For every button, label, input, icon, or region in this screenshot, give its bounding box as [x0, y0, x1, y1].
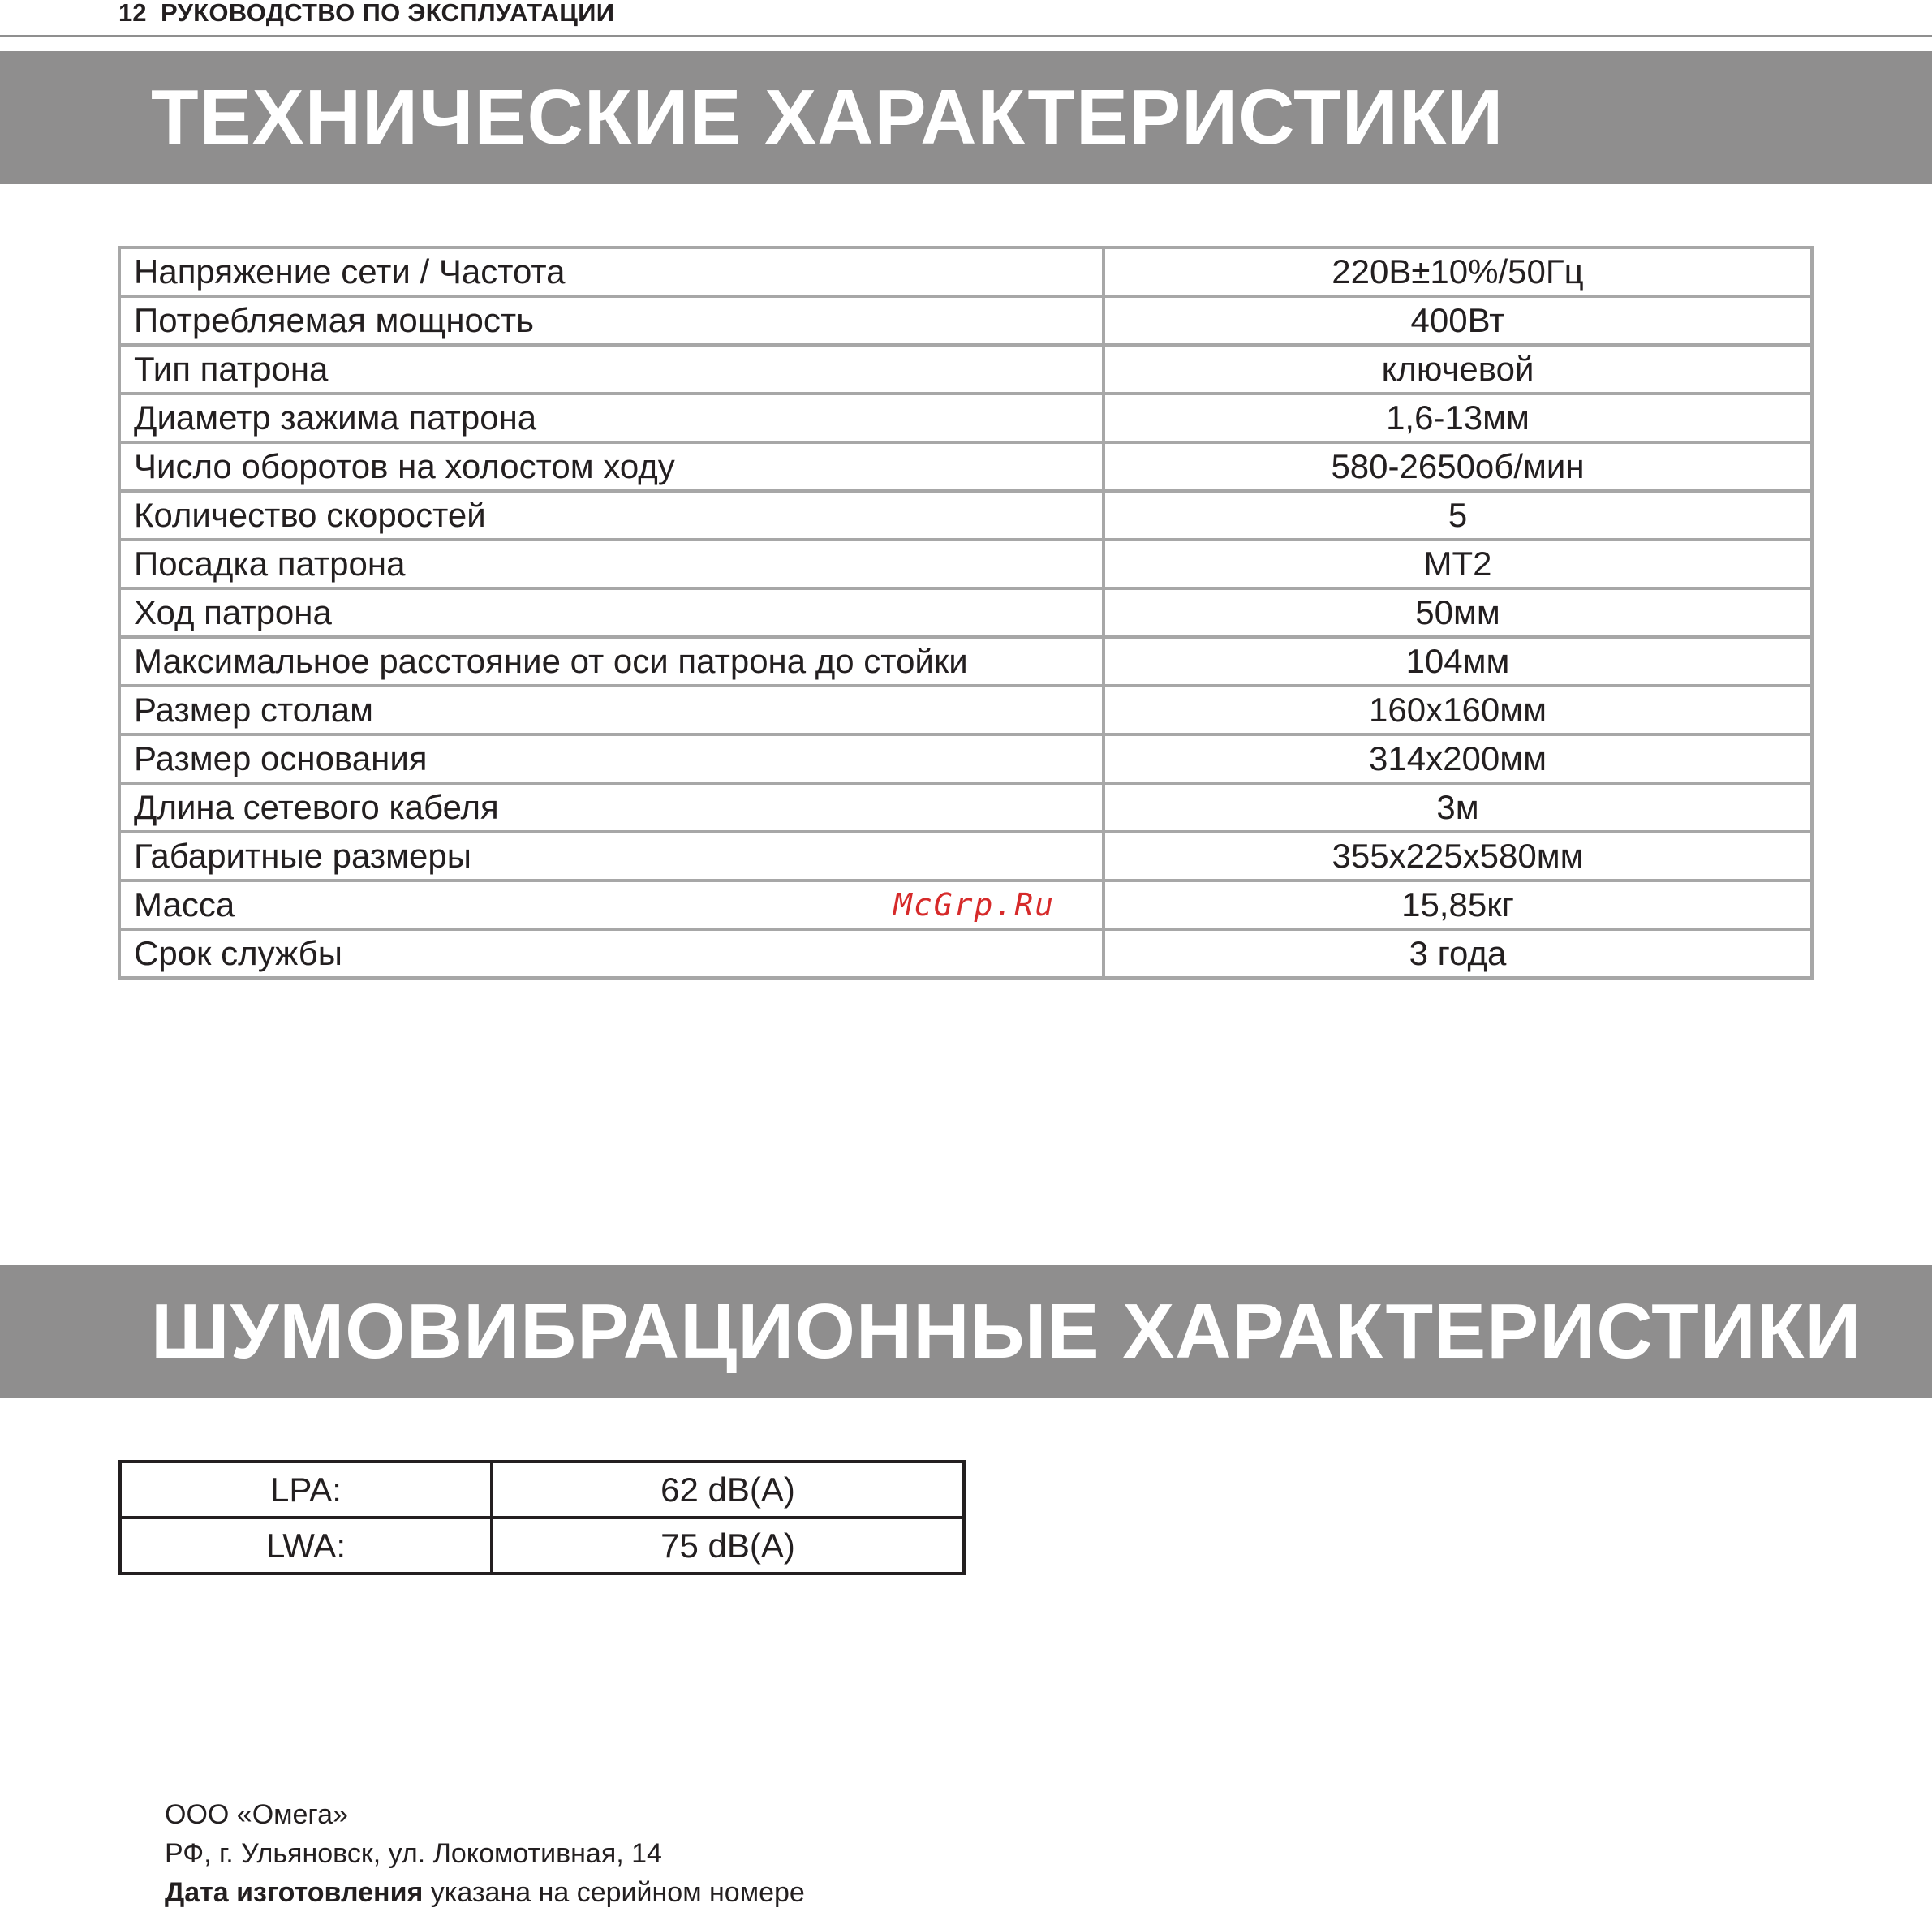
table-row [119, 881, 1812, 929]
spec-label: Потребляемая мощность [119, 296, 1104, 345]
manual-title: РУКОВОДСТВО ПО ЭКСПЛУАТАЦИИ [161, 0, 615, 27]
noise-table [118, 1460, 966, 1575]
noise-value: 62 dB(A) [492, 1462, 964, 1518]
spec-value: 50мм [1104, 588, 1812, 637]
spec-label: Ход патрона [119, 588, 1104, 637]
watermark-link[interactable]: McGrp.Ru [893, 887, 1055, 923]
table-row [119, 491, 1812, 540]
spec-table [118, 246, 1814, 980]
table-row [119, 248, 1812, 296]
spec-value: 3 года [1104, 929, 1812, 978]
spec-label: Посадка патрона [119, 540, 1104, 588]
spec-label: Масса [134, 885, 235, 924]
table-row [120, 1518, 964, 1574]
spec-label: Напряжение сети / Частота [119, 248, 1104, 296]
noise-section-title: ШУМОВИБРАЦИОННЫЕ ХАРАКТЕРИСТИКИ [151, 1288, 1862, 1375]
tech-section-band [0, 51, 1932, 184]
company-name: ООО «Омега» [165, 1799, 348, 1830]
table-row [119, 783, 1812, 832]
table-row [119, 734, 1812, 783]
table-row [119, 686, 1812, 734]
manufacture-date-note [165, 1873, 805, 1912]
spec-label-cell [119, 881, 1104, 929]
table-row [119, 345, 1812, 394]
table-row [119, 588, 1812, 637]
spec-label: Срок службы [119, 929, 1104, 978]
spec-value: МТ2 [1104, 540, 1812, 588]
table-row [119, 296, 1812, 345]
spec-label: Габаритные размеры [119, 832, 1104, 881]
spec-label: Размер основания [119, 734, 1104, 783]
spec-value: 400Вт [1104, 296, 1812, 345]
spec-value: 580-2650об/мин [1104, 442, 1812, 491]
table-row [119, 442, 1812, 491]
noise-label: LWA: [120, 1518, 492, 1574]
table-row [119, 832, 1812, 881]
spec-value: 5 [1104, 491, 1812, 540]
spec-value: 220В±10%/50Гц [1104, 248, 1812, 296]
table-row [119, 637, 1812, 686]
spec-label: Диаметр зажима патрона [119, 394, 1104, 442]
spec-value: 355х225х580мм [1104, 832, 1812, 881]
spec-value: 3м [1104, 783, 1812, 832]
noise-label: LPA: [120, 1462, 492, 1518]
table-row [119, 929, 1812, 978]
date-label: Дата изготовления [165, 1877, 424, 1908]
company-address: РФ, г. Ульяновск, ул. Локомотивная, 14 [165, 1838, 662, 1869]
spec-label: Максимальное расстояние от оси патрона до стойки [119, 637, 1104, 686]
spec-label: Размер столам [119, 686, 1104, 734]
spec-label: Количество скоростей [119, 491, 1104, 540]
spec-label: Число оборотов на холостом ходу [119, 442, 1104, 491]
spec-value: 104мм [1104, 637, 1812, 686]
table-row [119, 540, 1812, 588]
page-number: 12 [118, 0, 147, 27]
spec-value: ключевой [1104, 345, 1812, 394]
spec-label: Длина сетевого кабеля [119, 783, 1104, 832]
manufacturer-info [165, 1795, 805, 1912]
spec-label: Тип патрона [119, 345, 1104, 394]
noise-value: 75 dB(A) [492, 1518, 964, 1574]
table-row [119, 394, 1812, 442]
spec-value: 15,85кг [1104, 881, 1812, 929]
spec-value: 314х200мм [1104, 734, 1812, 783]
table-row [120, 1462, 964, 1518]
tech-section-title: ТЕХНИЧЕСКИЕ ХАРАКТЕРИСТИКИ [151, 74, 1504, 161]
page-header [0, 0, 1932, 37]
date-text: указана на серийном номере [423, 1877, 805, 1908]
noise-section-band [0, 1265, 1932, 1398]
spec-value: 1,6-13мм [1104, 394, 1812, 442]
spec-value: 160х160мм [1104, 686, 1812, 734]
